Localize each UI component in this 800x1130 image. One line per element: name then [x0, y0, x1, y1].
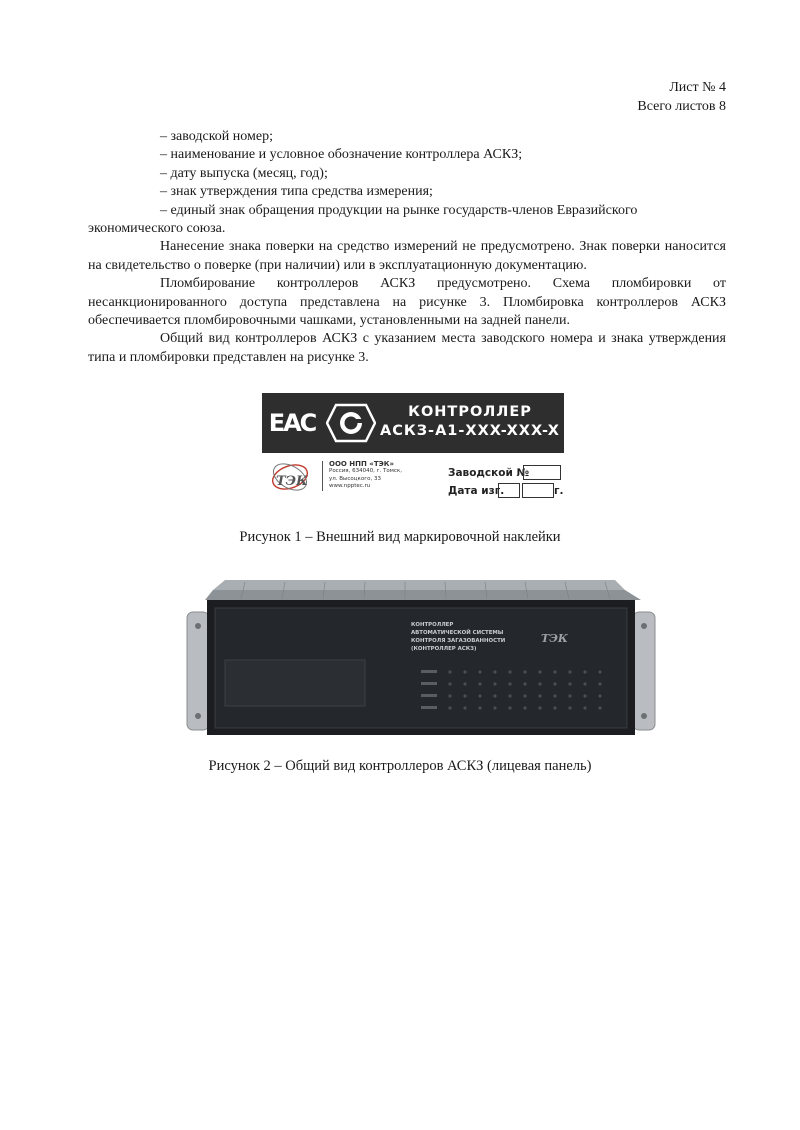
- panel-text-2: АВТОМАТИЧЕСКОЙ СИСТЕМЫ: [411, 630, 504, 636]
- label-title-line1: КОНТРОЛЛЕР: [408, 404, 532, 420]
- paragraph-general-view: Общий вид контроллеров АСКЗ с указанием места заводского номера и знака утверждения типа и пломбировки представлен на рисунке 3.: [88, 331, 726, 365]
- list-item: – заводской номер;: [160, 129, 273, 144]
- list-item: – дату выпуска (месяц, год);: [160, 165, 328, 181]
- month-box: [498, 483, 520, 498]
- panel-logo: ТЭК: [541, 632, 568, 645]
- org-address-1: Россия, 634040, г. Томск,: [329, 468, 402, 475]
- page-header: [637, 78, 726, 116]
- figure-1-caption: Рисунок 1 – Внешний вид маркировочной наклейки: [239, 529, 561, 545]
- marking-label-figure: [262, 393, 564, 505]
- manufacture-date-label: Дата изг.: [448, 485, 505, 497]
- label-title-line2: АСКЗ-А1-XXX-XXX-X: [380, 423, 560, 439]
- list-item-eaeu-line1: – единый знак обращения продукции на рынке государств-членов Евразийского: [160, 202, 638, 218]
- eac-mark-icon: EAC: [268, 409, 316, 437]
- type-approval-mark-icon: [326, 403, 376, 443]
- panel-text-4: (КОНТРОЛЛЕР АСКЗ): [411, 646, 477, 652]
- list-item: – наименование и условное обозначение контроллера АСКЗ;: [160, 147, 523, 163]
- device-photo: [185, 560, 657, 738]
- panel-text-3: КОНТРОЛЯ ЗАГАЗОВАННОСТИ: [411, 638, 506, 644]
- serial-number-label: Заводской №: [448, 467, 530, 479]
- list-item: – знак утверждения типа средства измерения;: [160, 184, 433, 200]
- org-name: ООО НПП «ТЭК»: [329, 460, 394, 468]
- panel-text-1: КОНТРОЛЛЕР: [411, 622, 454, 628]
- label-dark-strip: [262, 393, 564, 453]
- org-address-2: ул. Высоцкого, 33: [329, 475, 381, 482]
- label-title: [378, 403, 562, 441]
- list-item-eaeu-line2: экономического союза.: [88, 221, 226, 237]
- svg-text:ТЭК: ТЭК: [276, 474, 308, 489]
- tek-logo-icon: [268, 461, 314, 501]
- total-sheets: Всего листов 8: [637, 99, 726, 114]
- manufacturer-info: [322, 461, 429, 491]
- serial-number-box: [523, 465, 561, 480]
- figure-2-caption: Рисунок 2 – Общий вид контроллеров АСКЗ (лицевая панель): [208, 758, 592, 774]
- year-box: [522, 483, 554, 498]
- paragraph-sealing: Пломбирование контроллеров АСКЗ предусмотрено. Схема пломбировки от несанкционированного доступа представлена на рисунке 3. Пломбировка контроллеров АСКЗ обеспечивается пломбировочными чашками, установленными на задней панели.: [88, 276, 726, 329]
- org-website: www.npptec.ru: [329, 483, 371, 490]
- document-body: [88, 128, 726, 367]
- sheet-number: Лист № 4: [669, 80, 726, 95]
- year-suffix: г.: [554, 485, 564, 497]
- paragraph-verification-mark: Нанесение знака поверки на средство измерений не предусмотрено. Знак поверки наносится на свидетельство о поверке (при наличии) или в эксплуатационную документацию.: [88, 239, 726, 273]
